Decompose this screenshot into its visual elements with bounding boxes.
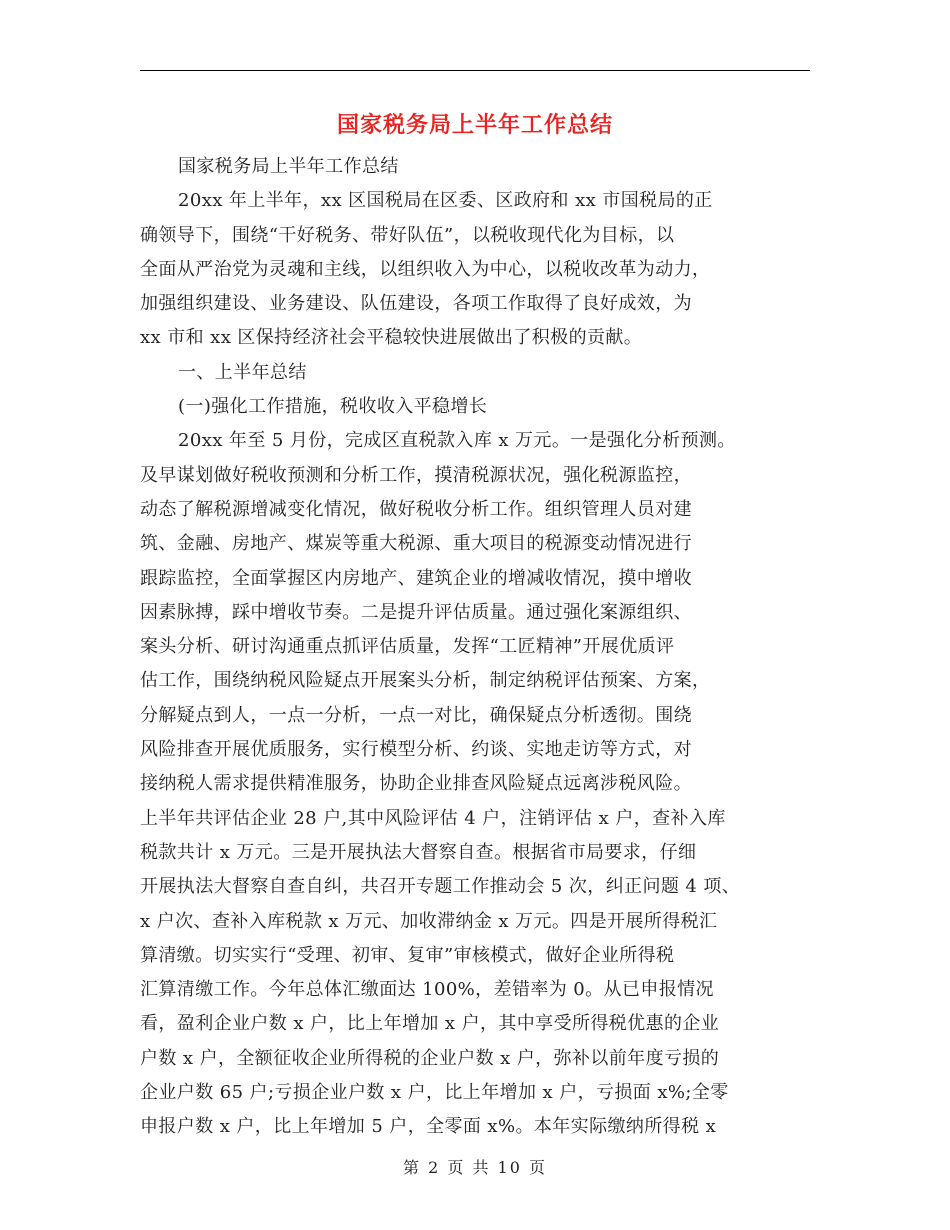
section-heading: 一、上半年总结 bbox=[178, 361, 307, 383]
body-line: 算清缴。切实实行“受理、初审、复审”审核模式，做好企业所得税 bbox=[140, 944, 675, 966]
body-line: 全面从严治党为灵魂和主线，以组织收入为中心，以税收改革为动力， bbox=[140, 258, 711, 280]
body-line: 申报户数 x 户，比上年增加 5 户，全零面 x%。本年实际缴纳所得税 x bbox=[140, 1116, 717, 1138]
body-line: 税款共计 x 万元。三是开展执法大督察自查。根据省市局要求，仔细 bbox=[140, 841, 697, 863]
document-title: 国家税务局上半年工作总结 bbox=[336, 112, 613, 138]
body-line: 分解疑点到人，一点一分析，一点一对比，确保疑点分析透彻。围绕 bbox=[140, 704, 692, 726]
body-line: 因素脉搏，踩中增收节奏。二是提升评估质量。通过强化案源组织、 bbox=[140, 601, 692, 623]
body-line: 接纳税人需求提供精准服务，协助企业排查风险疑点远离涉税风险。 bbox=[140, 773, 692, 795]
body-line: 估工作，围绕纳税风险疑点开展案头分析，制定纳税评估预案、方案， bbox=[140, 670, 711, 692]
body-line: 户数 x 户，全额征收企业所得税的企业户数 x 户，弥补以前年度亏损的 bbox=[140, 1047, 720, 1069]
body-line: 动态了解税源增减变化情况，做好税收分析工作。组织管理人员对建 bbox=[140, 498, 692, 520]
page-footer: 第 2 页 共 10 页 bbox=[403, 1158, 547, 1177]
body-line: 筑、金融、房地产、煤炭等重大税源、重大项目的税源变动情况进行 bbox=[140, 533, 692, 555]
body-line: 汇算清缴工作。今年总体汇缴面达 100%，差错率为 0。从已申报情况 bbox=[140, 979, 714, 1001]
body-line: 看，盈利企业户数 x 户，比上年增加 x 户，其中享受所得税优惠的企业 bbox=[140, 1013, 720, 1035]
body-line: 20xx 年至 5 月份，完成区直税款入库 x 万元。一是强化分析预测。 bbox=[178, 430, 736, 452]
header-rule bbox=[140, 70, 810, 71]
body-line: 跟踪监控，全面掌握区内房地产、建筑企业的增减收情况，摸中增收 bbox=[140, 567, 692, 589]
body-line: 确领导下，围绕“干好税务、带好队伍”，以税收现代化为目标，以 bbox=[140, 224, 675, 246]
body-line: 国家税务局上半年工作总结 bbox=[178, 156, 399, 177]
body-line: 加强组织建设、业务建设、队伍建设，各项工作取得了良好成效，为 bbox=[140, 293, 692, 315]
body-line: 20xx 年上半年，xx 区国税局在区委、区政府和 xx 市国税局的正 bbox=[178, 190, 713, 212]
subsection-heading: (一)强化工作措施，税收收入平稳增长 bbox=[178, 396, 488, 418]
body-line: 企业户数 65 户;亏损企业户数 x 户，比上年增加 x 户，亏损面 x%;全零 bbox=[140, 1082, 729, 1104]
body-line: 案头分析、研讨沟通重点抓评估质量，发挥“工匠精神”开展优质评 bbox=[140, 636, 675, 658]
body-line: 及早谋划做好税收预测和分析工作，摸清税源状况，强化税源监控， bbox=[140, 464, 692, 486]
body-line: xx 市和 xx 区保持经济社会平稳较快进展做出了积极的贡献。 bbox=[140, 327, 643, 349]
body-line: 风险排查开展优质服务，实行模型分析、约谈、实地走访等方式，对 bbox=[140, 739, 692, 761]
body-line: 开展执法大督察自查自纠，共召开专题工作推动会 5 次，纠正问题 4 项、 bbox=[140, 876, 741, 898]
document-body bbox=[140, 150, 820, 1145]
body-line: 上半年共评估企业 28 户,其中风险评估 4 户，注销评估 x 户，查补入库 bbox=[140, 807, 726, 829]
body-line: x 户次、查补入库税款 x 万元、加收滞纳金 x 万元。四是开展所得税汇 bbox=[140, 910, 718, 932]
